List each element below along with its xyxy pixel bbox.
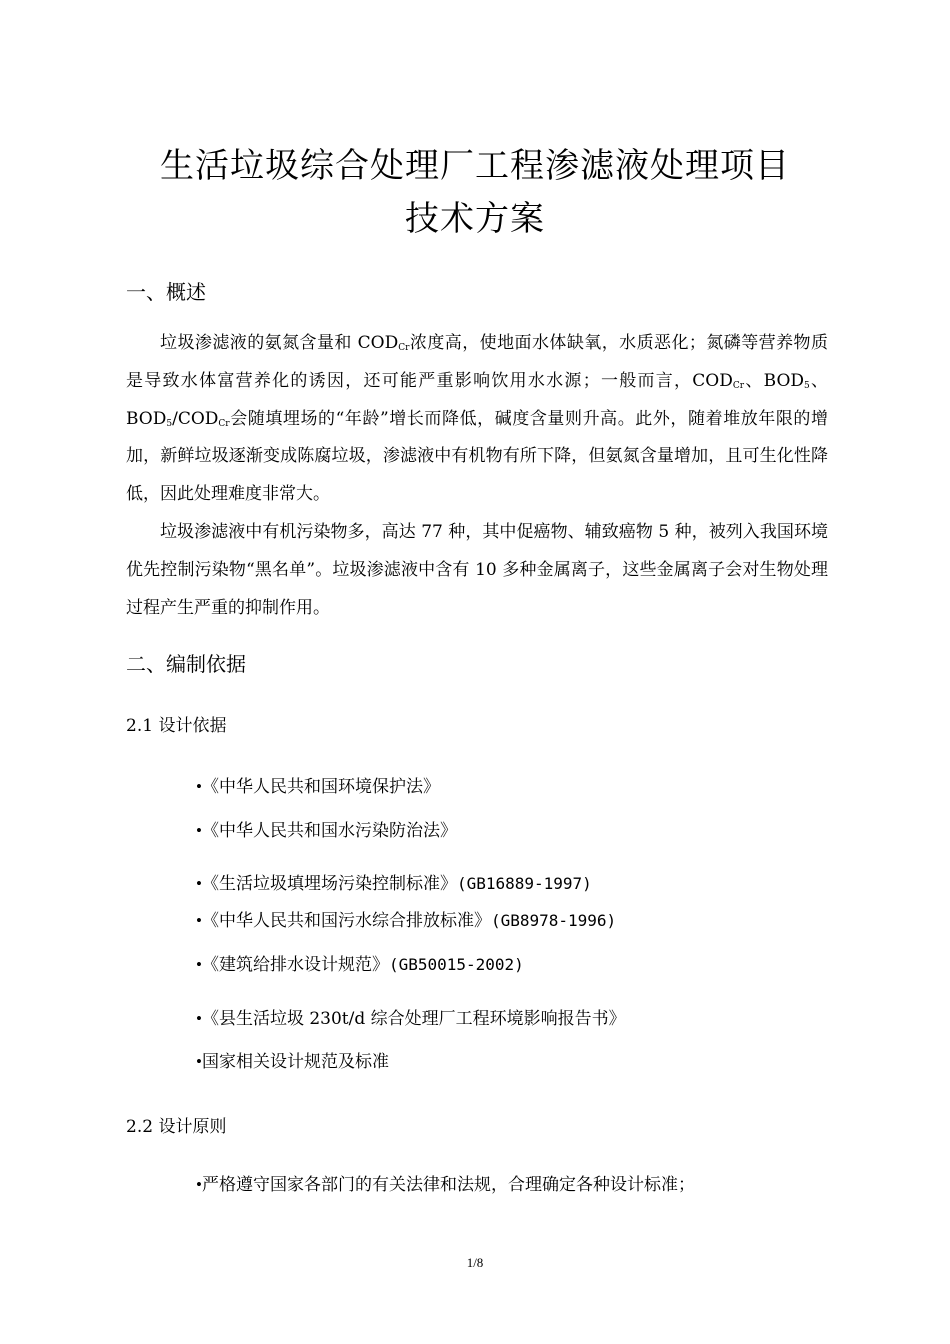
basis-item-text: 《县生活垃圾 230t/d 综合处理厂工程环境影响报告书》	[201, 1009, 626, 1029]
basis-item-text: 《生活垃圾填埋场污染控制标准》	[201, 874, 457, 894]
overview-paragraph-2: 垃圾渗滤液中有机污染物多，高达 77 种，其中促癌物、辅致癌物 5 种，被列入我国环境优先控制污染物“黑名单”。垃圾渗滤液中含有 10 多种金属离子，这些金属离子会对生物处理过程产生严重的抑制作用。	[126, 521, 828, 618]
subsection-heading-design-basis: 2.1 设计依据	[126, 716, 227, 736]
p1-text-1: 垃圾渗滤液的氨氮含量和 COD	[160, 333, 399, 353]
document-title: 生活垃圾综合处理厂工程渗滤液处理项目	[160, 146, 790, 186]
bullet-icon: •	[196, 1175, 202, 1194]
basis-item	[196, 1047, 389, 1072]
principle-item-text: 严格遵守国家各部门的有关法律和法规，合理确定各种设计标准；	[201, 1175, 695, 1195]
p1-text-5: /COD	[172, 408, 219, 429]
basis-item	[196, 906, 616, 931]
bullet-icon: •	[196, 821, 202, 840]
document-subtitle: 技术方案	[405, 199, 545, 239]
overview-body	[126, 325, 828, 627]
basis-item-text: 国家相关设计规范及标准	[201, 1052, 389, 1072]
bullet-icon: •	[196, 955, 202, 974]
basis-item-text: 《建筑给排水设计规范》	[201, 955, 389, 975]
p1-sub-5: Cr	[218, 418, 230, 429]
basis-item	[196, 772, 440, 797]
section-heading-basis: 二、编制依据	[126, 652, 246, 676]
basis-item-text: 《中华人民共和国环境保护法》	[201, 777, 440, 797]
p1-text-6: 会随填埋场的“年龄”增长而降低，碱度含量则升高。此外，随着堆放年限的增加，新鲜垃圾逐渐变成陈腐垃圾，渗滤液中有机物有所下降，但氨氮含量增加，且可生化性降低，因此处理难度非常大。	[126, 408, 828, 505]
bullet-icon: •	[196, 874, 202, 893]
bullet-icon: •	[196, 777, 202, 796]
standard-code: (GB8978-1996)	[490, 911, 617, 930]
standard-code: (GB50015-2002)	[388, 955, 524, 974]
section-heading-overview: 一、概述	[126, 280, 206, 304]
p1-sub-1: Cr	[398, 343, 410, 353]
subsection-heading-design-principles: 2.2 设计原则	[126, 1117, 227, 1137]
basis-item-text: 《中华人民共和国污水综合排放标准》	[201, 911, 491, 931]
bullet-icon: •	[196, 911, 202, 930]
bullet-icon: •	[196, 1052, 202, 1071]
p1-text-4: 、BOD	[126, 370, 829, 429]
p1-text-3: 、BOD	[744, 370, 805, 391]
basis-item-text: 《中华人民共和国水污染防治法》	[201, 821, 457, 841]
p1-sub-3: 5	[804, 380, 810, 391]
bullet-icon: •	[196, 1009, 202, 1028]
principle-item	[196, 1170, 695, 1195]
page-number: 1/8	[466, 1255, 484, 1270]
basis-item	[196, 816, 457, 841]
basis-item	[196, 1004, 626, 1029]
basis-item	[196, 950, 524, 975]
p1-text-2: 浓度高，使地面水体缺氧，水质恶化；氮磷等营养物质是导致水体富营养化的诱因，还可能严重影响饮用水水源；一般而言，COD	[126, 333, 828, 391]
p1-sub-2: Cr	[732, 380, 745, 391]
basis-item	[196, 869, 592, 894]
overview-paragraph-1	[126, 325, 828, 514]
p1-sub-4: 5	[166, 418, 173, 429]
standard-code: (GB16889-1997)	[456, 874, 592, 893]
